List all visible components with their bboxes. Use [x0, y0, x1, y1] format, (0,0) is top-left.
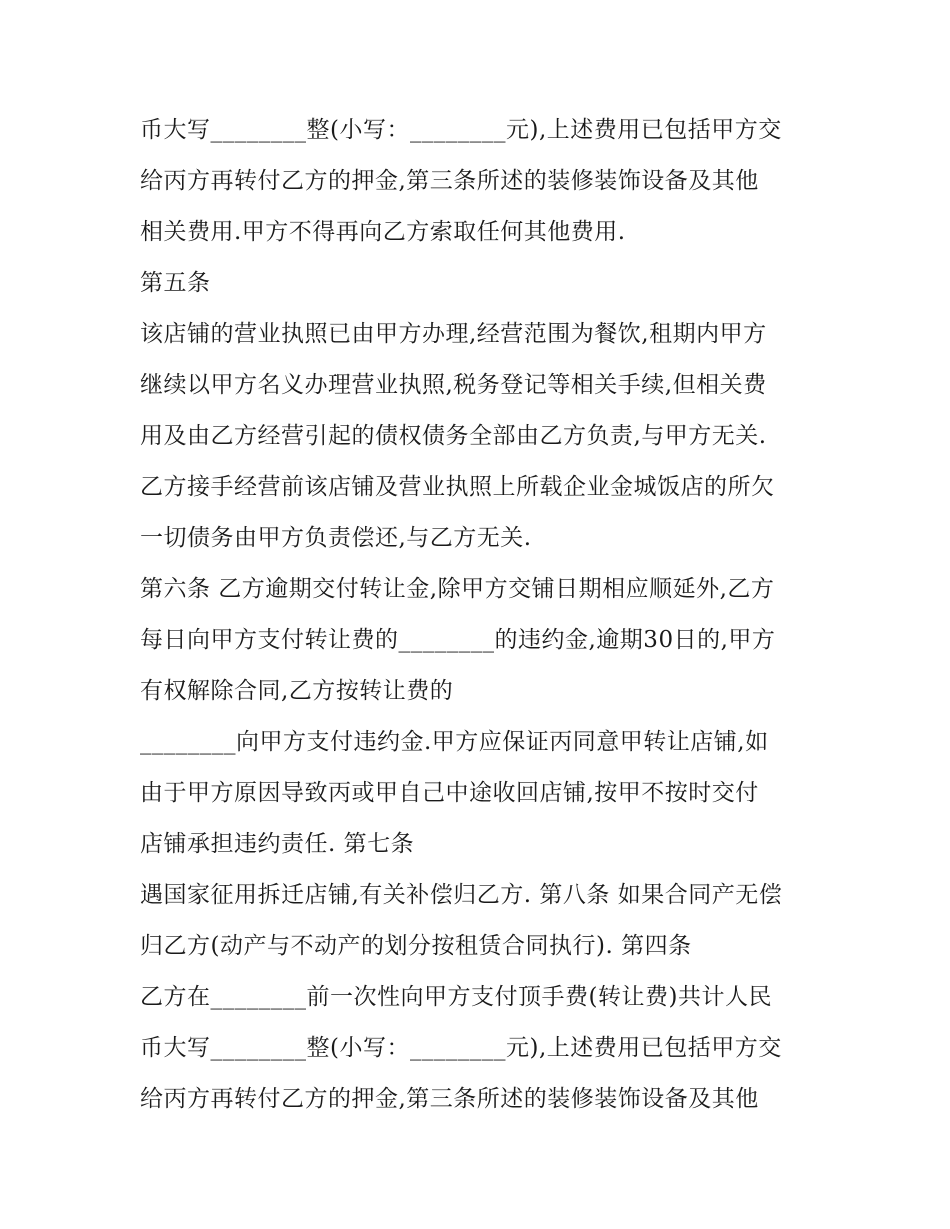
text-line: 乙方接手经营前该店铺及营业执照上所载企业金城饭店的所欠	[140, 474, 775, 500]
text-line: 币大写________整(小写：________元),上述费用已包括甲方交	[140, 117, 782, 143]
section-heading: 第五条	[140, 270, 211, 296]
document-body	[140, 105, 840, 1125]
text-line: 店铺承担违约责任. 第七条	[140, 831, 415, 857]
text-line: 由于甲方原因导致丙或甲自己中途收回店铺,按甲不按时交付	[140, 780, 759, 806]
text-line: 有权解除合同,乙方按转让费的	[140, 678, 454, 704]
text-line: ________向甲方支付违约金.甲方应保证丙同意甲转让店铺,如	[140, 729, 769, 755]
text-line: 一切债务由甲方负责偿还,与乙方无关.	[140, 525, 532, 551]
text-line: 相关费用.甲方不得再向乙方索取任何其他费用.	[140, 219, 626, 245]
text-line: 该店铺的营业执照已由甲方办理,经营范围为餐饮,租期内甲方	[140, 321, 767, 347]
text-line: 币大写________整(小写：________元),上述费用已包括甲方交	[140, 1035, 782, 1061]
text-line: 遇国家征用拆迁店铺,有关补偿归乙方. 第八条 如果合同产无偿	[140, 882, 783, 908]
text-line: 给丙方再转付乙方的押金,第三条所述的装修装饰设备及其他	[140, 1086, 759, 1112]
text-line: 第六条 乙方逾期交付转让金,除甲方交铺日期相应顺延外,乙方	[140, 576, 775, 602]
text-line: 继续以甲方名义办理营业执照,税务登记等相关手续,但相关费	[140, 372, 767, 398]
text-line: 归乙方(动产与不动产的划分按租赁合同执行). 第四条	[140, 933, 692, 959]
text-line: 乙方在________前一次性向甲方支付顶手费(转让费)共计人民	[140, 984, 772, 1010]
text-line: 每日向甲方支付转让费的________的违约金,逾期30日的,甲方	[140, 627, 776, 653]
text-line: 给丙方再转付乙方的押金,第三条所述的装修装饰设备及其他	[140, 168, 759, 194]
text-line: 用及由乙方经营引起的债权债务全部由乙方负责,与甲方无关.	[140, 423, 767, 449]
